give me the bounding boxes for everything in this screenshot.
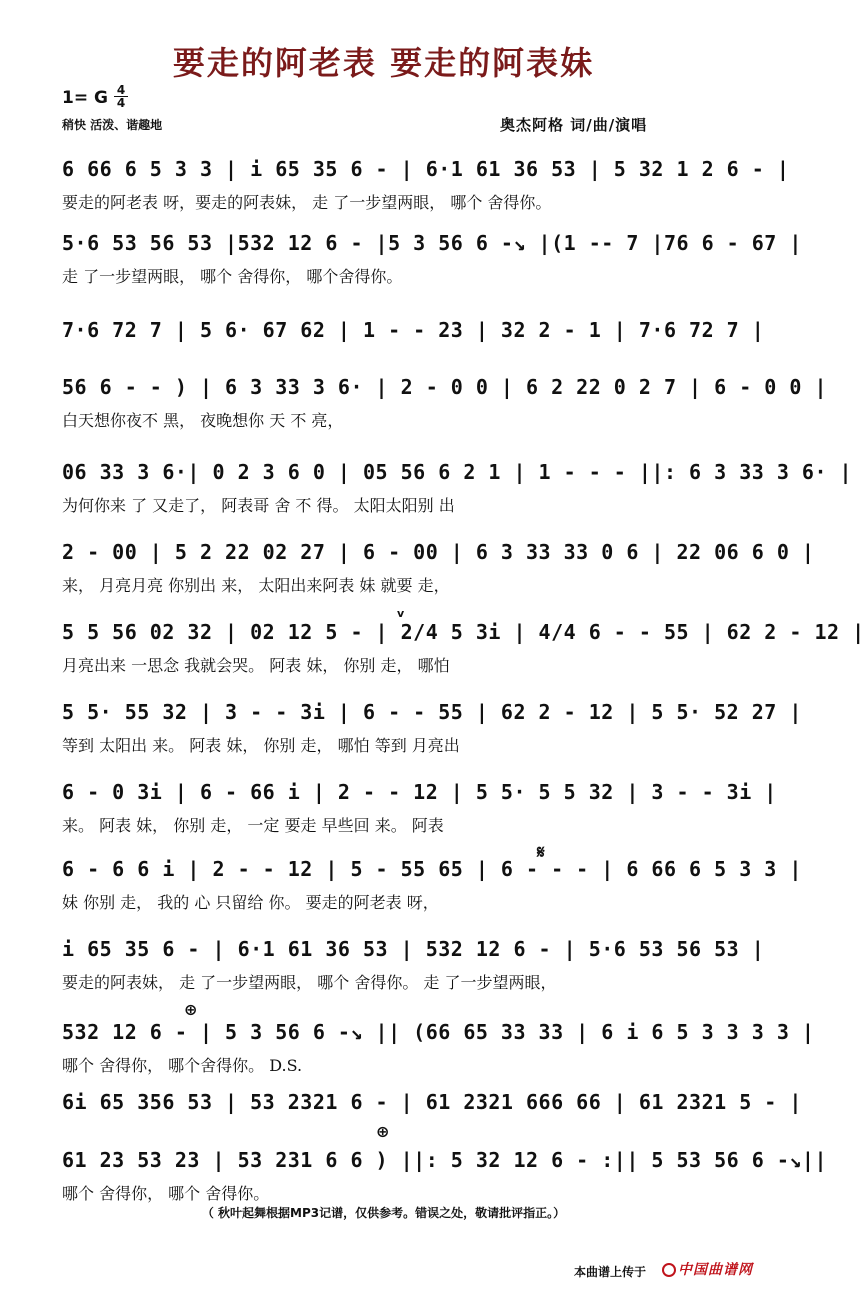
- time-signature-top: 4: [116, 83, 126, 97]
- lyric-line: 要走的阿老表 呀，要走的阿表妹， 走 了一步望两眼， 哪个 舍得你。: [62, 193, 552, 212]
- logo-text: 中国曲谱网: [678, 1262, 753, 1278]
- lyric-line: 来。 阿表 妹， 你别 走， 一定 要走 早些回 来。 阿表: [62, 816, 444, 835]
- site-logo[interactable]: [662, 1259, 753, 1279]
- notation-line: 2 - 00 | 5 2 22 02 27 | 6 - 00 | 6 3 33 33 0 6 | 22 06 6 0 |: [62, 540, 815, 564]
- lyric-line: 妹 你别 走， 我的 心 只留给 你。 要走的阿老表 呀，: [62, 893, 439, 912]
- notation-line: 7·6 72 7 | 5 6· 67 62 | 1 - - 23 | 32 2 - 1 | 7·6 72 7 |: [62, 318, 765, 342]
- tempo-marking: 稍快 活泼、谐趣地: [62, 118, 163, 132]
- key-signature: 1= G: [62, 88, 108, 108]
- credit-line: 奥杰阿格 词/曲/演唱: [500, 116, 648, 134]
- notation-line: 532 12 6 - | 5 3 56 6 -↘ || (66 65 33 33 | 6 i 6 5 3 3 3 3 |: [62, 1020, 815, 1044]
- time-signature: [114, 84, 128, 109]
- song-title: 要走的阿老表 要走的阿表妹: [172, 44, 595, 82]
- lyric-line: 哪个 舍得你， 哪个舍得你。 D.S.: [62, 1056, 303, 1075]
- notation-line: i 65 35 6 - | 6·1 61 36 53 | 532 12 6 - | 5·6 53 56 53 |: [62, 937, 765, 961]
- lyric-line: 等到 太阳出 来。 阿表 妹， 你别 走， 哪怕 等到 月亮出: [62, 736, 460, 755]
- notation-line: 6 66 6 5 3 3 | i 65 35 6 - | 6·1 61 36 53 | 5 32 1 2 6 - |: [62, 157, 790, 181]
- logo-icon: [662, 1263, 676, 1277]
- notation-line: 56 6 - - ) | 6 3 33 3 6· | 2 - 0 0 | 6 2 22 0 2 7 | 6 - 0 0 |: [62, 375, 828, 399]
- lyric-line: 要走的阿表妹， 走 了一步望两眼， 哪个 舍得你。 走 了一步望两眼，: [62, 973, 557, 992]
- notation-line: 6 - 6 6 i | 2 - - 12 | 5 - 55 65 | 6 - - - | 6 66 6 5 3 3 |: [62, 857, 802, 881]
- notation-line: 6i 65 356 53 | 53 2321 6 - | 61 2321 666 66 | 61 2321 5 - |: [62, 1090, 802, 1114]
- notation-line: 5 5· 55 32 | 3 - - 3i | 6 - - 55 | 62 2 - 12 | 5 5· 52 27 |: [62, 700, 802, 724]
- notation-line: 61 23 53 23 | 53 231 6 6 ) ||: 5 32 12 6 - :|| 5 53 56 6 -↘||: [62, 1148, 828, 1172]
- coda-symbol-1: ⊕: [184, 1000, 198, 1019]
- lyric-line: 月亮出来 一思念 我就会哭。 阿表 妹， 你别 走， 哪怕: [62, 656, 450, 675]
- notation-line: 06 33 3 6·| 0 2 3 6 0 | 05 56 6 2 1 | 1 - - - ||: 6 3 33 3 6· |: [62, 460, 853, 484]
- lyric-line: 为何你来 了 又走了， 阿表哥 舍 不 得。 太阳太阳别 出: [62, 496, 455, 515]
- breath-mark: v: [397, 607, 405, 620]
- lyric-line: 来， 月亮月亮 你别出 来， 太阳出来阿表 妹 就要 走，: [62, 576, 450, 595]
- notation-line: 5·6 53 56 53 |532 12 6 - |5 3 56 6 -↘ |(1 -- 7 |76 6 - 67 |: [62, 231, 802, 255]
- coda-symbol-2: ⊕: [376, 1122, 390, 1141]
- time-signature-bottom: 4: [116, 96, 126, 110]
- lyric-line: 哪个 舍得你， 哪个 舍得你。: [62, 1184, 270, 1203]
- notation-line: 6 - 0 3i | 6 - 66 i | 2 - - 12 | 5 5· 5 5 32 | 3 - - 3i |: [62, 780, 777, 804]
- upload-text: 本曲谱上传于: [574, 1265, 647, 1279]
- lyric-line: 走 了一步望两眼， 哪个 舍得你， 哪个舍得你。: [62, 267, 403, 286]
- transcription-note: （ 秋叶起舞根据MP3记谱，仅供参考。错误之处，敬请批评指正。）: [201, 1206, 566, 1220]
- notation-line: 5 5 56 02 32 | 02 12 5 - | 2/4 5 3i | 4/4 6 - - 55 | 62 2 - 12 |: [62, 620, 865, 644]
- segno-symbol: 𝄋: [537, 842, 545, 863]
- lyric-line: 白天想你夜不 黑， 夜晚想你 天 不 亮，: [62, 411, 344, 430]
